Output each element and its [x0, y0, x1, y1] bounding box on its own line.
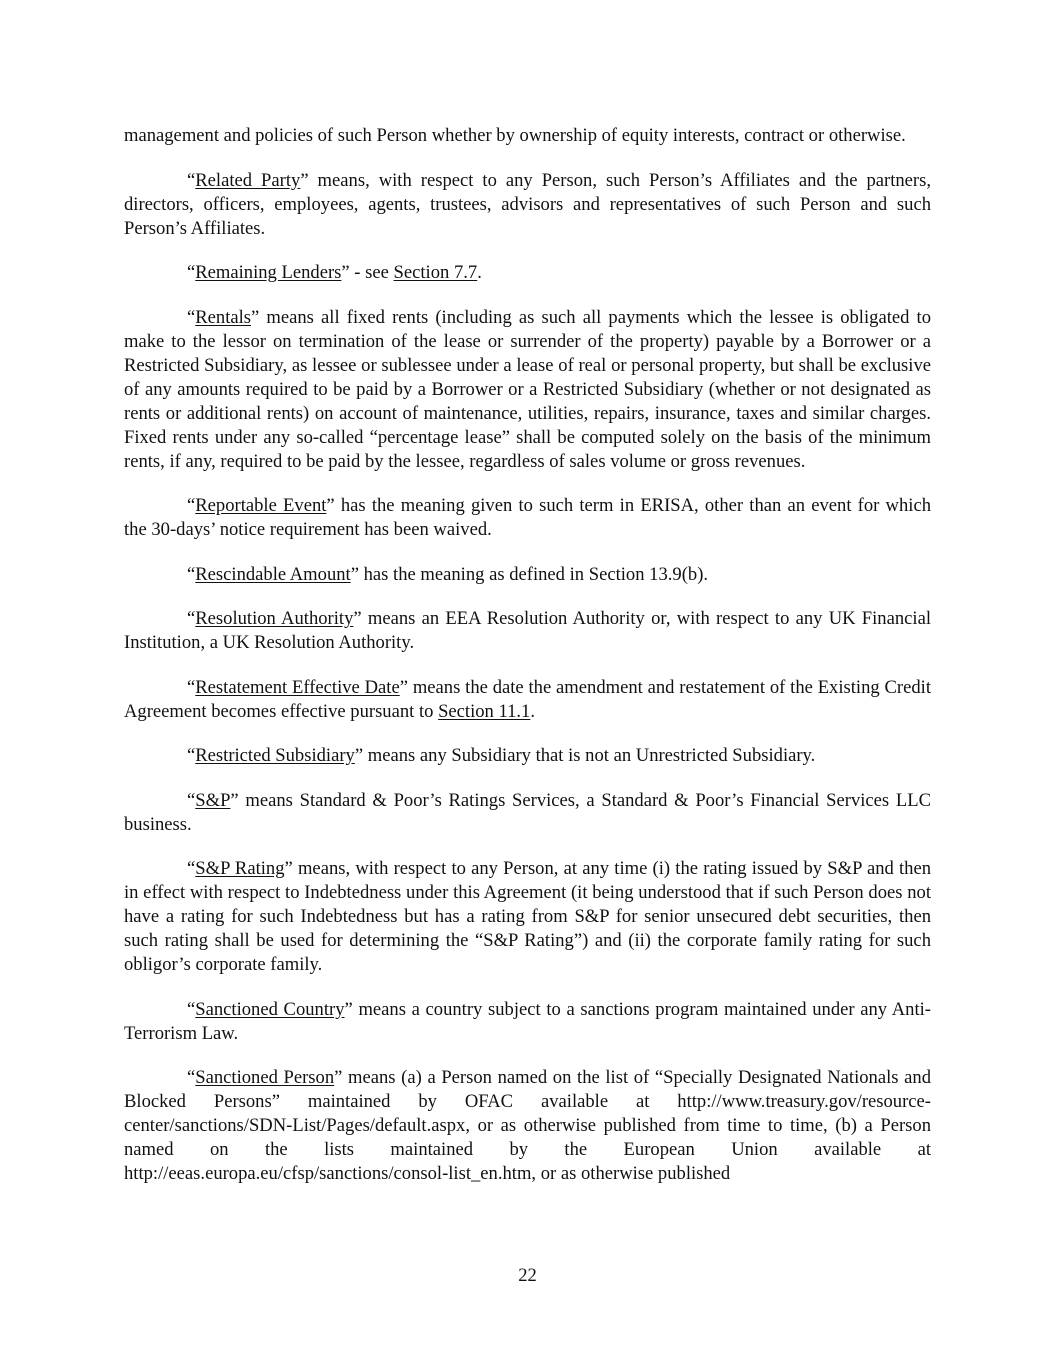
- definition-text: ” means an EEA Resolution Authority or, with respect to any UK Financial Institution, a UK Resolution Authority.: [124, 608, 931, 653]
- defined-term: Remaining Lenders: [195, 262, 342, 283]
- definition-tail: .: [477, 262, 482, 283]
- definition-sanctioned-person: “Sanctioned Person” means (a) a Person named on the list of “Specially Designated Nationals and Blocked Persons” maintained by OFAC available at http://www.treasury.gov/resource-center/sanctions/SDN-List/Pages/default.aspx, or as otherwise published from time to time, (b) a Person named on the lists maintained by the European Union available at http://eeas.europa.eu/cfsp/sanctions/consol-list_en.htm, or as otherwise published: [124, 1067, 931, 1184]
- defined-term: Related Party: [195, 169, 301, 191]
- defined-term: Restricted Subsidiary: [195, 745, 355, 766]
- definition-text: ” - see: [341, 262, 394, 283]
- definition-text: ” means all fixed rents (including as such all payments which the lessee is obligated to make to the lessor on termination of the lease or surrender of the property) payable by a Borrower or a Restricted Subsidiary, as lessee or sublessee under a lease of real or personal property, but shall be exclusive of any amounts required to be paid by a Borrower or a Restricted Subsidiary (whether or not designated as rents or additional rents) on account of maintenance, utilities, repairs, insurance, taxes and similar charges. Fixed rents under any so-called “percentage lease” shall be computed solely on the basis of the minimum rents, if any, required to be paid by the lessee, regardless of sales volume or gross revenues.: [124, 306, 931, 472]
- defined-term: Reportable Event: [195, 495, 327, 516]
- definition-reportable-event: “Reportable Event” has the meaning given to such term in ERISA, other than an event for which the 30-days’ notice requirement has been waived.: [124, 495, 931, 540]
- section-reference: Section 11.1: [438, 700, 531, 722]
- definition-remaining-lenders: “Remaining Lenders” - see Section 7.7.: [187, 262, 482, 283]
- opening-paragraph: management and policies of such Person whether by ownership of equity interests, contract or otherwise.: [124, 125, 906, 146]
- definition-sanctioned-country: “Sanctioned Country” means a country subject to a sanctions program maintained under any Anti-Terrorism Law.: [124, 998, 931, 1044]
- definition-tail: .: [530, 700, 536, 722]
- definition-resolution-authority: “Resolution Authority” means an EEA Resolution Authority or, with respect to any UK Financial Institution, a UK Resolution Authority.: [124, 608, 931, 653]
- definition-related-party: “Related Party” means, with respect to any Person, such Person’s Affiliates and the partners, directors, officers, employees, agents, trustees, advisors and representatives of such Person and such Person’s Affiliates.: [124, 169, 932, 239]
- section-reference: Section 7.7: [393, 262, 478, 283]
- defined-term: Rescindable Amount: [195, 563, 351, 585]
- definition-restatement-effective-date: “Restatement Effective Date” means the date the amendment and restatement of the Existing Credit Agreement becomes effective pursuant to Section 11.1.: [124, 676, 931, 722]
- defined-term: Restatement Effective Date: [195, 676, 400, 698]
- definition-text: ” means, with respect to any Person, at any time (i) the rating issued by S&P and then in effect with respect to Indebtedness under this Agreement (it being understood that if such Person does not have a rating for such Indebtedness but has a rating from S&P for senior unsecured debt securities, then such rating shall be used for determining the “S&P Rating”) and (ii) the corporate family rating for such obligor’s corporate family.: [124, 858, 932, 975]
- definition-text: ” has the meaning as defined in Section 13.9(b).: [350, 563, 709, 585]
- definition-restricted-subsidiary: “Restricted Subsidiary” means any Subsidiary that is not an Unrestricted Subsidiary.: [187, 745, 816, 766]
- definition-s-and-p: “S&P” means Standard & Poor’s Ratings Services, a Standard & Poor’s Financial Services LLC business.: [124, 789, 931, 835]
- definition-text: ” means (a) a Person named on the list of “Specially Designated Nationals and Blocked Persons” maintained by OFAC available at http://www.treasury.gov/resource-center/sanctions/SDN-List/Pages/default.aspx, or as otherwise published from time to time, (b) a Person named on the lists maintained by the European Union available at http://eeas.europa.eu/cfsp/sanctions/consol-list_en.htm, or as otherwise published: [124, 1067, 931, 1184]
- defined-term: S&P Rating: [195, 858, 285, 879]
- definition-text: ” means any Subsidiary that is not an Unrestricted Subsidiary.: [354, 745, 816, 766]
- defined-term: Sanctioned Person: [195, 1067, 335, 1088]
- definition-text: ” means the date the amendment and restatement of the Existing Credit Agreement becomes effective pursuant to: [124, 676, 931, 722]
- definition-text: ” means, with respect to any Person, such Person’s Affiliates and the partners, directors, officers, employees, agents, trustees, advisors and representatives of such Person and such Person’s Affiliates.: [124, 169, 932, 239]
- definition-text: ” means Standard & Poor’s Ratings Services, a Standard & Poor’s Financial Services LLC business.: [124, 789, 931, 835]
- definition-rescindable-amount: “Rescindable Amount” has the meaning as defined in Section 13.9(b).: [187, 563, 709, 585]
- defined-term: Rentals: [195, 306, 252, 328]
- defined-term: Sanctioned Country: [195, 998, 345, 1020]
- defined-term: S&P: [195, 789, 231, 811]
- definition-text: ” has the meaning given to such term in ERISA, other than an event for which the 30-days’ notice requirement has been waived.: [124, 495, 931, 540]
- page-body: [124, 124, 931, 1207]
- defined-term: Resolution Authority: [195, 608, 354, 629]
- page-number: 22: [518, 1265, 537, 1286]
- definition-s-and-p-rating: “S&P Rating” means, with respect to any Person, at any time (i) the rating issued by S&P and then in effect with respect to Indebtedness under this Agreement (it being understood that if such Person does not have a rating for such Indebtedness but has a rating from S&P for senior unsecured debt securities, then such rating shall be used for determining the “S&P Rating”) and (ii) the corporate family rating for such obligor’s corporate family.: [124, 858, 932, 975]
- definition-rentals: “Rentals” means all fixed rents (including as such all payments which the lessee is obligated to make to the lessor on termination of the lease or surrender of the property) payable by a Borrower or a Restricted Subsidiary, as lessee or sublessee under a lease of real or personal property, but shall be exclusive of any amounts required to be paid by a Borrower or a Restricted Subsidiary (whether or not designated as rents or additional rents) on account of maintenance, utilities, repairs, insurance, taxes and similar charges. Fixed rents under any so-called “percentage lease” shall be computed solely on the basis of the minimum rents, if any, required to be paid by the lessee, regardless of sales volume or gross revenues.: [124, 306, 931, 472]
- definition-text: ” means a country subject to a sanctions program maintained under any Anti-Terrorism Law.: [124, 998, 931, 1044]
